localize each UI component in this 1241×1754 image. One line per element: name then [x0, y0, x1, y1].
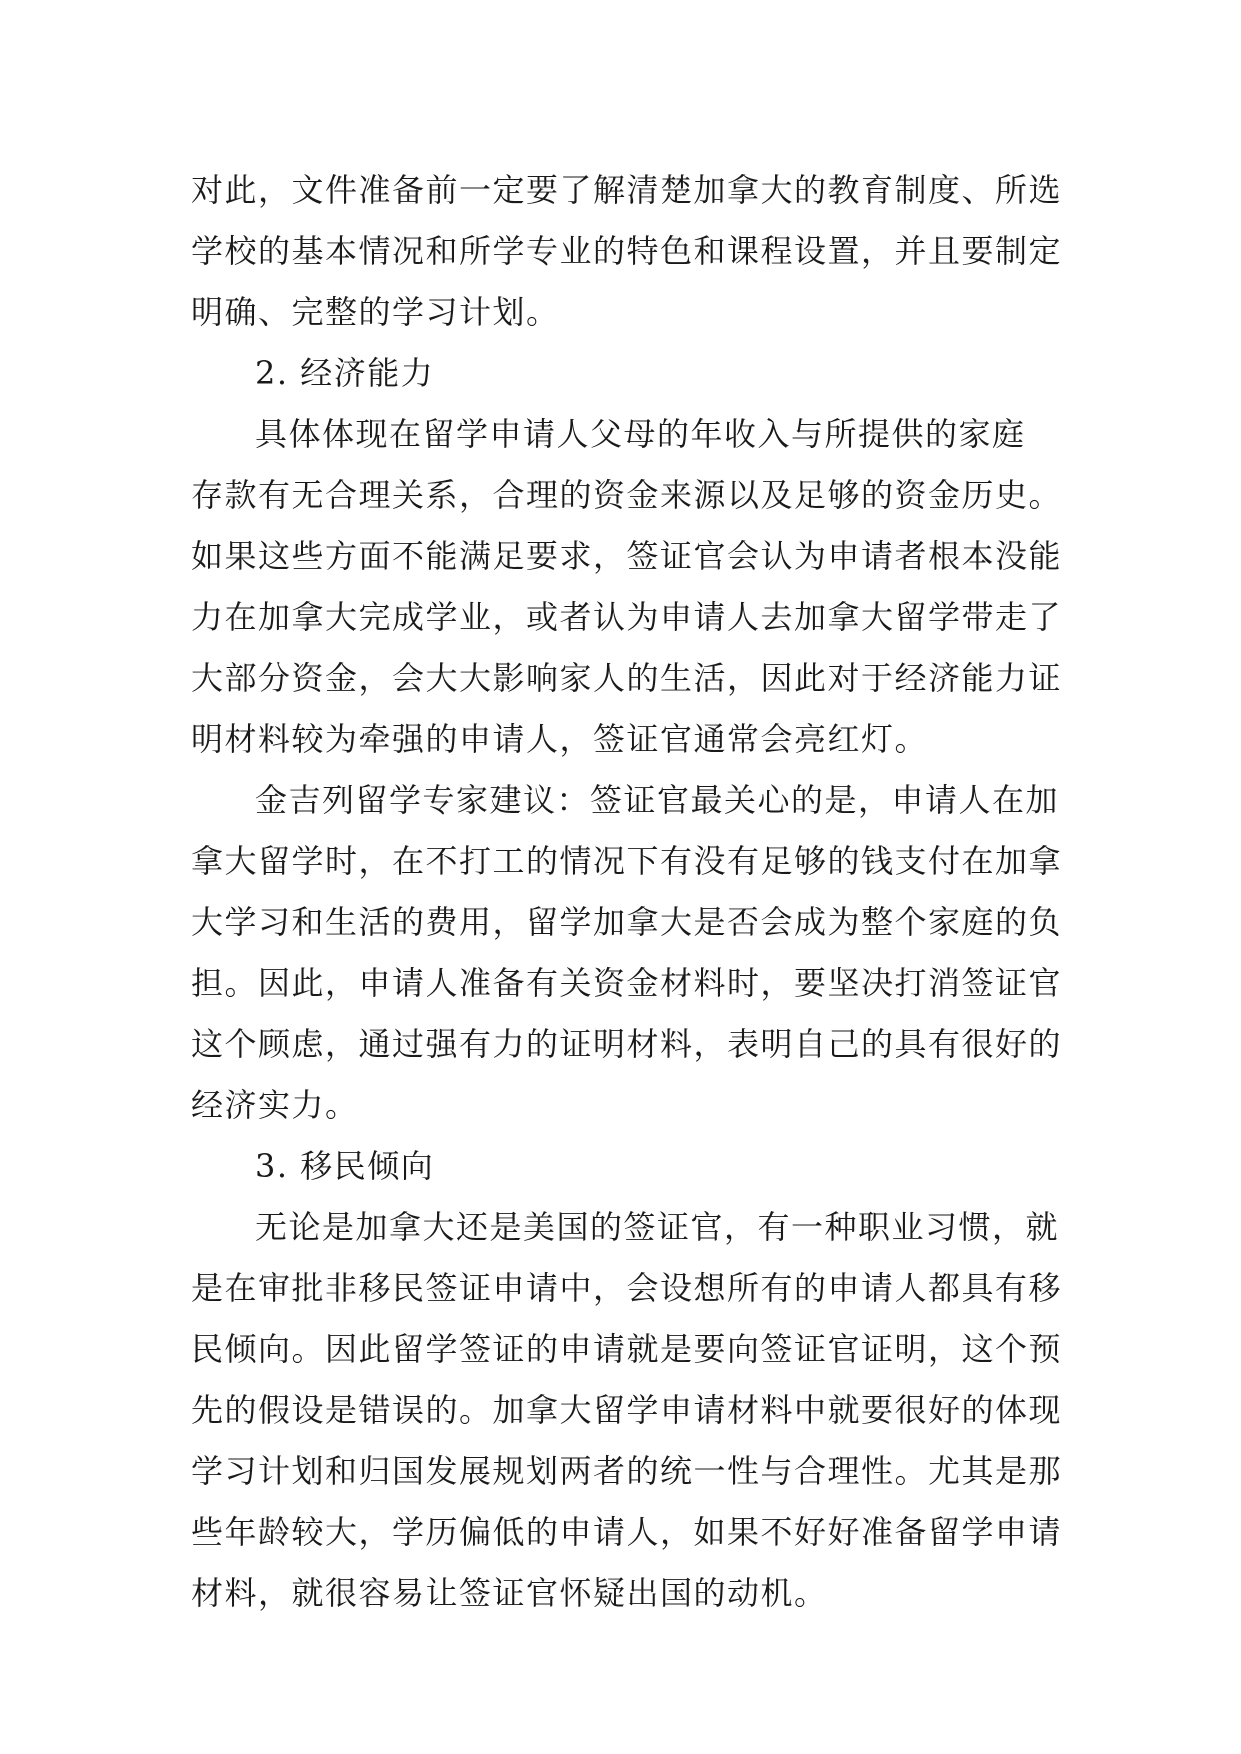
text-line: 3. 移民倾向	[255, 1147, 435, 1185]
text-line: 些年龄较大，学历偏低的申请人，如果不好好准备留学申请	[191, 1513, 1063, 1551]
text-line: 存款有无合理关系，合理的资金来源以及足够的资金历史。	[191, 476, 1063, 514]
text-line: 经济实力。	[191, 1086, 359, 1124]
text-line: 学习计划和归国发展规划两者的统一性与合理性。尤其是那	[191, 1452, 1063, 1490]
document-body	[191, 160, 1061, 1624]
text-line: 无论是加拿大还是美国的签证官，有一种职业习惯，就	[255, 1208, 1060, 1246]
text-line: 拿大留学时，在不打工的情况下有没有足够的钱支付在加拿	[191, 842, 1063, 880]
text-line: 明材料较为牵强的申请人，签证官通常会亮红灯。	[191, 720, 929, 758]
text-line: 金吉列留学专家建议：签证官最关心的是，申请人在加	[255, 781, 1060, 819]
text-line: 明确、完整的学习计划。	[191, 293, 560, 331]
text-line: 担。因此，申请人准备有关资金材料时，要坚决打消签证官	[191, 964, 1063, 1002]
text-line: 大学习和生活的费用，留学加拿大是否会成为整个家庭的负	[191, 903, 1063, 941]
text-line: 学校的基本情况和所学专业的特色和课程设置，并且要制定	[191, 232, 1063, 270]
text-line: 这个顾虑，通过强有力的证明材料，表明自己的具有很好的	[191, 1025, 1063, 1063]
text-line: 对此，文件准备前一定要了解清楚加拿大的教育制度、所选	[191, 171, 1063, 209]
text-line: 民倾向。因此留学签证的申请就是要向签证官证明，这个预	[191, 1330, 1063, 1368]
text-line: 材料，就很容易让签证官怀疑出国的动机。	[191, 1574, 828, 1612]
text-line: 如果这些方面不能满足要求，签证官会认为申请者根本没能	[191, 537, 1063, 575]
text-line: 力在加拿大完成学业，或者认为申请人去加拿大留学带走了	[191, 598, 1063, 636]
text-line: 先的假设是错误的。加拿大留学申请材料中就要很好的体现	[191, 1391, 1063, 1429]
text-line: 大部分资金，会大大影响家人的生活，因此对于经济能力证	[191, 659, 1063, 697]
text-line: 是在审批非移民签证申请中，会设想所有的申请人都具有移	[191, 1269, 1063, 1307]
text-line: 具体体现在留学申请人父母的年收入与所提供的家庭	[255, 415, 1026, 453]
text-line: 2. 经济能力	[255, 354, 435, 392]
